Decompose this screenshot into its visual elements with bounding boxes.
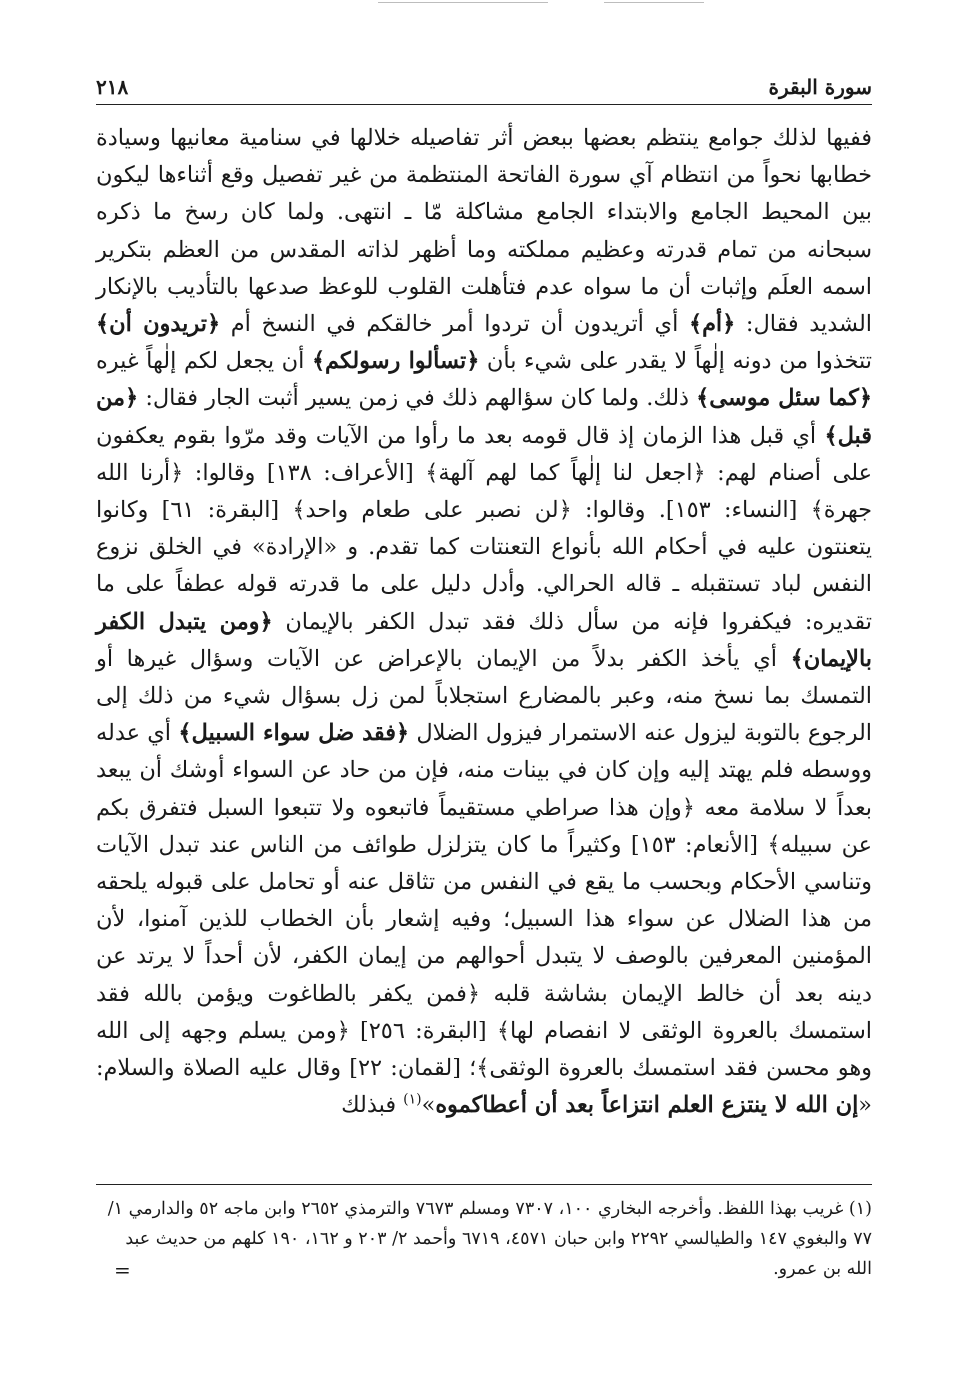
main-text [96,120,872,1124]
footnote [96,1194,872,1284]
quran-quote: ﴿كما سئل موسى﴾ [696,385,873,412]
body-text: أي يأخذ الكفر بدلاً من الإيمان بالإعراض عن الآيات وسؤال غيرها أو التمسك بما نسخ منه، وعبر بالمضارع استجلاباً لمن زل بسؤال شيء من ذلك إلى الرجوع بالتوبة ليزول عنه الاستمرار فيزول الضلال [96,645,872,747]
quran-quote: ﴿من قبل﴾ [96,385,872,449]
page-header [96,68,872,105]
body-text: ففيها لذلك جوامع ينتظم بعضها ببعض أثر تفاصيله خلالها في سنامية معانيها وسيادة خطابها نحواً من انتظام آي سورة الفاتحة المنتظمة من غير تفصيل وقع أثناءها ليكون بين المحيط الجامع والابتداء الجامع مشاكلة مّا ـ انتهى. ولما كان رسخ ما ذكره سبحانه من تمام قدرته وعظيم مملكته وما أظهر لذاته المقدس من العظم بتكرير اسمه العلَم وإثبات أن ما سواه عدم فتأهلت القلوب للوعظ صدعها بالتأديب بالإنكار الشديد فقال: [96,125,873,338]
body-text: ذلك. ولما كان سؤالهم ذلك في زمن يسير أثبت الجار فقال: [138,385,697,412]
body-text: أي قبل هذا الزمان إذ قال قومه بعد ما رأوا من الآيات وقد مرّوا بقوم يعكفون على أصنام لهم: ﴿اجعل لنا إلٰهاً كما لهم آلهة﴾ [الأعراف: ١٣٨] وقالوا: ﴿أرنا الله جهرة﴾ [النساء: ١٥٣]. وقالوا: ﴿لن نصبر على طعام واحد﴾ [البقرة: ٦١] وكانوا يتعنتون عليه في أحكام الله بأنواع التعنتات كما تقدم. و «الإرادة» في الخلق نزوع النفس لباد تستقبله ـ قاله الحرالي. وأدل دليل على ما قدرته قوله عطفاً على ما تقديره: فيكفروا فإنه من سأل ذلك فقد تبدل الكفر بالإيمان [96,422,872,635]
body-text: أي عدله ووسطه فلم يهتد إليه وإن كان في بينات منه، فإن من حاد عن السواء أوشك أن يبعد بعداً لا سلامة معه ﴿وإن هذا صراطي مستقيماً فاتبعوه ولا تتبعوا السبل فتفرق بكم عن سبيله﴾ [الأنعام: ١٥٣] وكثيراً ما كان يتزلزل طوائف من الناس عند تبدل الآيات وتناسي الأحكام وبحسب ما يقع في النفس من تثاقل عنه أو تحامل على قبوله يلحقه من هذا الضلال عن سواء هذا السبيل؛ وفيه إشعار بأن الخطاب للذين آمنوا، لأن المؤمنين المعرفين بالوصف لا يتبدل أحوالهم من إيمان الكفر، لأن أحداً لا يرتد عن دينه بعد أن خالط الإيمان بشاشة قلبه ﴿فمن يكفر بالطاغوت ويؤمن بالله فقد استمسك بالعروة الوثقى لا انفصام لها﴾ [البقرة: ٢٥٦] ﴿ومن يسلم وجهه إلى الله وهو محسن فقد استمسك بالعروة الوثقى﴾؛ [لقمان: ٢٢] وقال عليه الصلاة والسلام: « [96,720,872,1119]
quran-quote: ﴿أم﴾ [688,311,736,338]
scan-mark [378,2,548,3]
page-number: ٢١٨ [96,75,129,99]
body-text: فبذلك [341,1092,404,1119]
hadith-quote: إن الله لا ينتزع العلم انتزاعاً بعد أن أعطاكموه [435,1092,859,1119]
surah-title: سورة البقرة [768,75,872,99]
body-paragraph [96,120,872,1124]
body-text: أن يجعل لكم إلٰهاً غيره [96,348,312,375]
footnote-reference: (١) [403,1091,422,1108]
footnote-continuation-mark: = [114,1258,131,1282]
footnote-divider [96,1184,872,1185]
body-text: أي أتريدون أن تردوا أمر خالقكم في النسخ أم [220,311,689,338]
quran-quote: ﴿فقد ضل سواء السبيل﴾ [178,720,410,747]
footnote-text: (١) غريب بهذا اللفظ. وأخرجه البخاري ١٠٠، ٧٣٠٧ ومسلم ٧٦٧٣ والترمذي ٢٦٥٢ وابن ماجه ٥٢ والدارمي ١/ ٧٧ والبغوي ١٤٧ والطيالسي ٢٢٩٢ وابن حبان ٤٥٧١، ٦٧١٩ وأحمد ٢/ ٢٠٣ و ١٦٢، ١٩٠ كلهم من حديث عبد الله بن عمرو. [107,1199,872,1279]
quran-quote: ﴿تريدون أن﴾ [96,311,221,338]
quran-quote: ﴿تسألوا رسولكم﴾ [311,348,480,375]
body-text: تتخذوا من دونه إلٰهاً لا يقدر على شيء بأن [479,348,872,375]
body-text: » [421,1092,436,1119]
quran-quote: ﴿ومن يتبدل الكفر بالإيمان﴾ [96,608,872,672]
scan-mark [604,2,704,3]
